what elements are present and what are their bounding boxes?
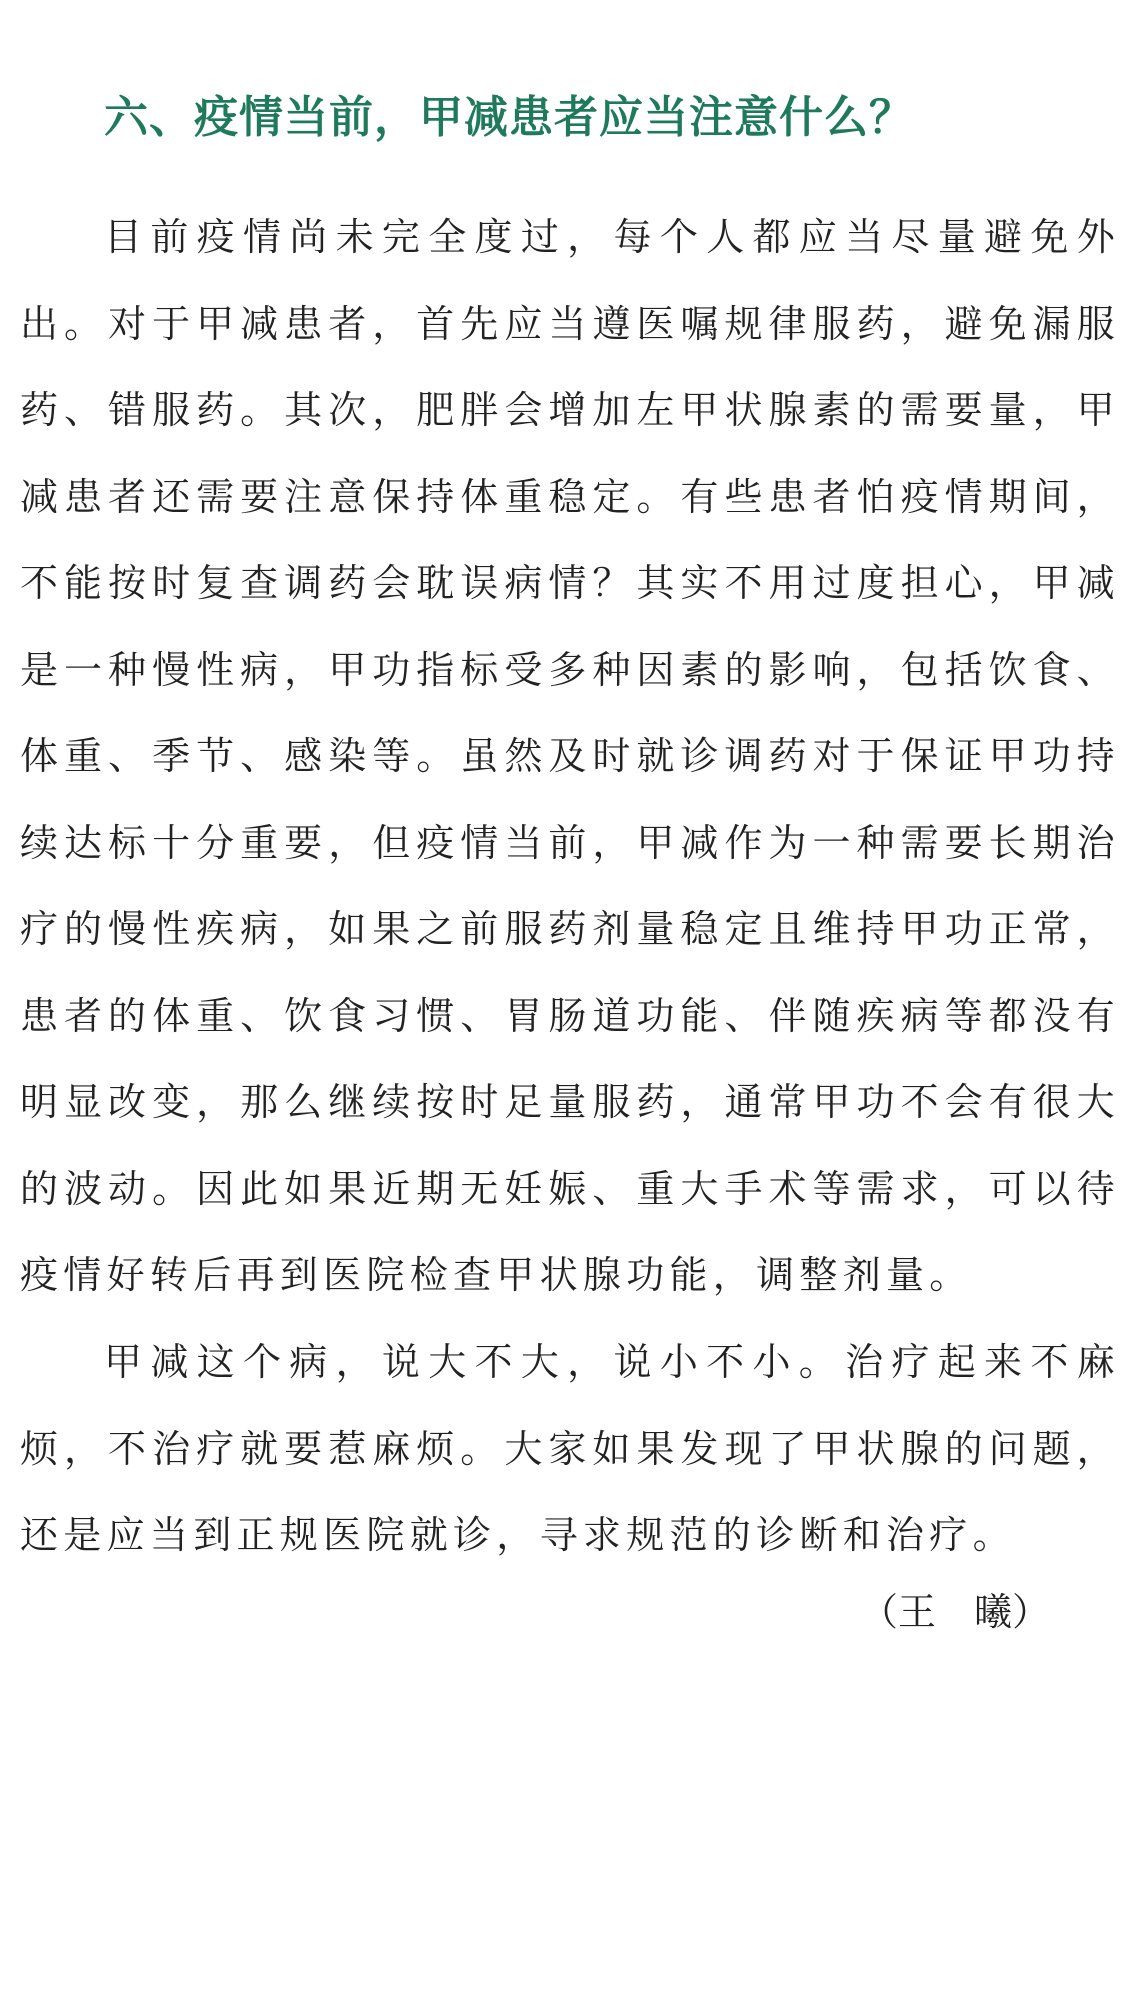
paragraph-epidemic-advice: 目前疫情尚未完全度过，每个人都应当尽量避免外出。对于甲减患者，首先应当遵医嘱规律服药，避免漏服药、错服药。其次，肥胖会增加左甲状腺素的需要量，甲减患者还需要注意保持体重稳定。有些患者怕疫情期间，不能按时复查调药会耽误病情？其实不用过度担心，甲减是一种慢性病，甲功指标受多种因素的影响，包括饮食、体重、季节、感染等。虽然及时就诊调药对于保证甲功持续达标十分重要，但疫情当前，甲减作为一种需要长期治疗的慢性疾病，如果之前服药剂量稳定且维持甲功正常，患者的体重、饮食习惯、胃肠道功能、伴随疾病等都没有明显改变，那么继续按时足量服药，通常甲功不会有很大的波动。因此如果近期无妊娠、重大手术等需求，可以待疫情好转后再到医院检查甲状腺功能，调整剂量。 bbox=[20, 215, 1120, 1297]
paragraph-conclusion: 甲减这个病，说大不大，说小不小。治疗起来不麻烦，不治疗就要惹麻烦。大家如果发现了甲状腺的问题，还是应当到正规医院就诊，寻求规范的诊断和治疗。 bbox=[20, 1340, 1120, 1557]
author-signature: （王 曦） bbox=[860, 1590, 1051, 1634]
section-title: 六、疫情当前，甲减患者应当注意什么？ bbox=[104, 92, 914, 143]
